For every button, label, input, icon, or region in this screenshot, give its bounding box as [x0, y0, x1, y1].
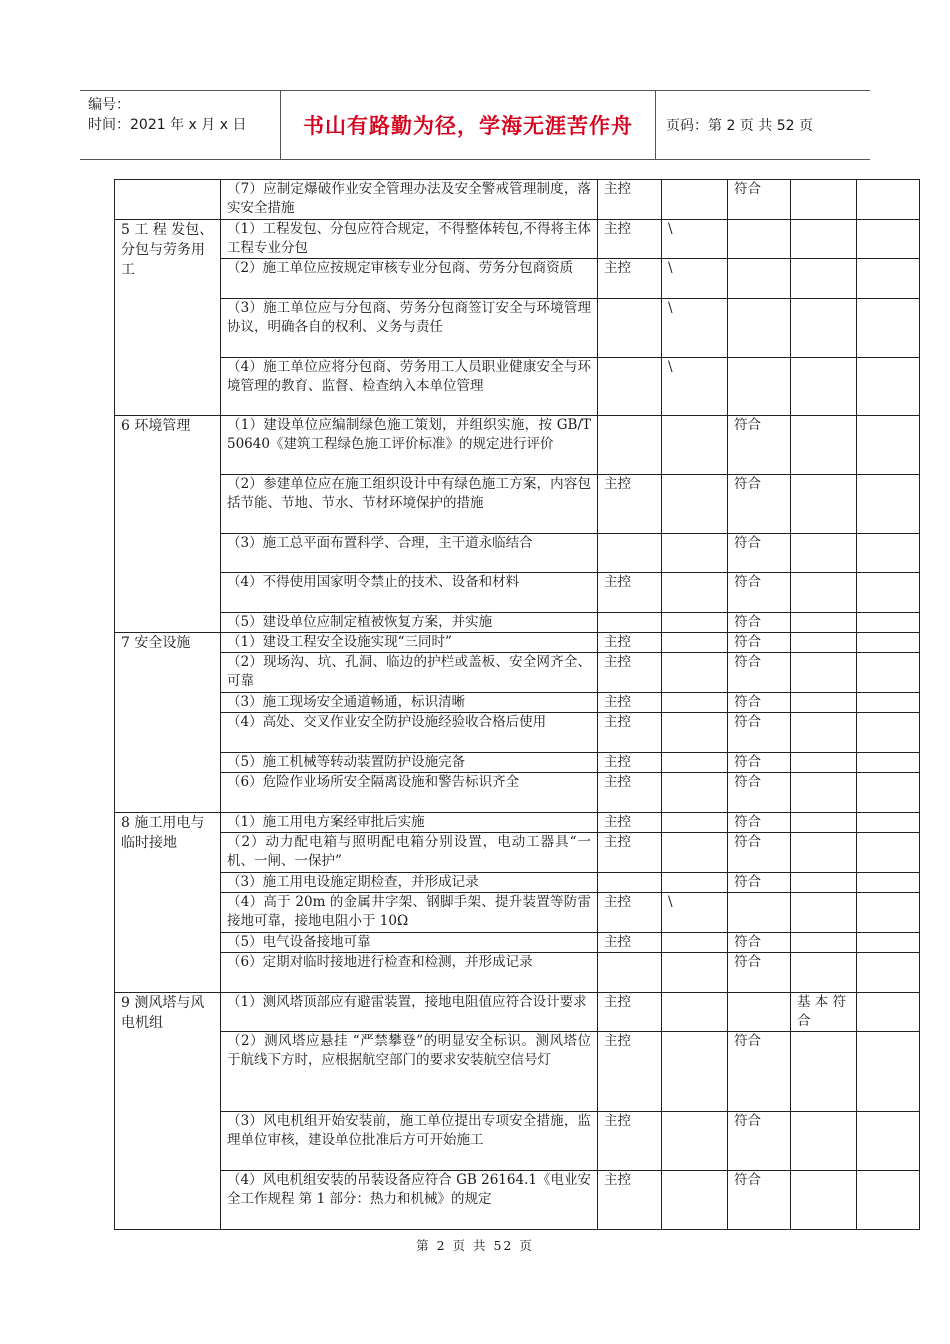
empty-cell	[857, 993, 920, 1032]
empty-cell	[857, 893, 920, 933]
empty-cell	[857, 220, 920, 259]
table-row	[115, 573, 920, 613]
requirement-cell: （1）测风塔顶部应有避雷装置，接地电阻值应符合设计要求	[221, 993, 598, 1032]
requirement-cell: （4）施工单位应将分包商、劳务用工人员职业健康安全与环境管理的教育、监督、检查纳入本单位管理	[221, 358, 598, 416]
requirement-cell: （3）施工现场安全通道畅通，标识清晰	[221, 693, 598, 713]
not-applicable-cell	[662, 180, 728, 220]
control-level-cell: 主控	[598, 180, 662, 220]
not-applicable-cell: \	[662, 220, 728, 259]
requirement-cell: （2）施工单位应按规定审核专业分包商、劳务分包商资质	[221, 259, 598, 299]
result-cell: 符合	[728, 653, 791, 693]
category-cell: 6 环境管理	[115, 416, 221, 633]
not-applicable-cell: \	[662, 299, 728, 358]
note-cell	[791, 534, 857, 573]
table-row	[115, 753, 920, 773]
control-level-cell: 主控	[598, 753, 662, 773]
table-row	[115, 1112, 920, 1171]
empty-cell	[857, 953, 920, 993]
table-row	[115, 893, 920, 933]
result-cell	[728, 893, 791, 933]
not-applicable-cell	[662, 833, 728, 873]
category-cell: 5 工 程 发包、分包与劳务用工	[115, 220, 221, 416]
motto-text: 书山有路勤为径，学海无涯苦作舟	[303, 114, 633, 138]
result-cell: 符合	[728, 613, 791, 633]
requirement-cell: （5）施工机械等转动装置防护设施完备	[221, 753, 598, 773]
not-applicable-cell	[662, 653, 728, 693]
table-row	[115, 180, 920, 220]
result-cell: 符合	[728, 873, 791, 893]
empty-cell	[857, 933, 920, 953]
control-level-cell: 主控	[598, 813, 662, 833]
not-applicable-cell	[662, 1112, 728, 1171]
requirement-cell: （1）施工用电方案经审批后实施	[221, 813, 598, 833]
result-cell	[728, 259, 791, 299]
requirement-cell: （4）不得使用国家明令禁止的技术、设备和材料	[221, 573, 598, 613]
not-applicable-cell	[662, 953, 728, 993]
result-cell: 符合	[728, 1112, 791, 1171]
table-row	[115, 358, 920, 416]
table-row	[115, 953, 920, 993]
control-level-cell	[598, 534, 662, 573]
requirement-cell: （3）施工单位应与分包商、劳务分包商签订安全与环境管理协议，明确各自的权利、义务与责任	[221, 299, 598, 358]
result-cell: 符合	[728, 953, 791, 993]
requirement-cell: （1）工程发包、分包应符合规定，不得整体转包,不得将主体工程专业分包	[221, 220, 598, 259]
inspection-table	[114, 179, 920, 1230]
not-applicable-cell	[662, 773, 728, 813]
note-cell	[791, 633, 857, 653]
empty-cell	[857, 573, 920, 613]
control-level-cell: 主控	[598, 773, 662, 813]
control-level-cell: 主控	[598, 220, 662, 259]
not-applicable-cell	[662, 713, 728, 753]
table-row	[115, 633, 920, 653]
requirement-cell: （5）电气设备接地可靠	[221, 933, 598, 953]
result-cell: 符合	[728, 416, 791, 475]
control-level-cell: 主控	[598, 693, 662, 713]
note-cell	[791, 220, 857, 259]
note-cell	[791, 713, 857, 753]
note-cell	[791, 953, 857, 993]
control-level-cell	[598, 613, 662, 633]
requirement-cell: （3）风电机组开始安装前，施工单位提出专项安全措施，监理单位审核，建设单位批准后方可开始施工	[221, 1112, 598, 1171]
note-cell	[791, 933, 857, 953]
result-cell: 符合	[728, 713, 791, 753]
result-cell: 符合	[728, 633, 791, 653]
category-cell	[115, 180, 221, 220]
requirement-cell: （6）危险作业场所安全隔离设施和警告标识齐全	[221, 773, 598, 813]
not-applicable-cell	[662, 993, 728, 1032]
not-applicable-cell	[662, 534, 728, 573]
note-cell	[791, 693, 857, 713]
empty-cell	[857, 713, 920, 753]
note-cell	[791, 299, 857, 358]
not-applicable-cell: \	[662, 893, 728, 933]
result-cell	[728, 358, 791, 416]
requirement-cell: （1）建设工程安全设施实现“三同时”	[221, 633, 598, 653]
not-applicable-cell: \	[662, 358, 728, 416]
requirement-cell: （4）高于 20m 的金属井字架、钢脚手架、提升装置等防雷接地可靠，接地电阻小于 10Ω	[221, 893, 598, 933]
note-cell: 基 本 符合	[791, 993, 857, 1032]
control-level-cell	[598, 873, 662, 893]
result-cell: 符合	[728, 534, 791, 573]
result-cell: 符合	[728, 180, 791, 220]
requirement-cell: （2）参建单位应在施工组织设计中有绿色施工方案，内容包括节能、节地、节水、节材环境保护的措施	[221, 475, 598, 534]
not-applicable-cell	[662, 475, 728, 534]
empty-cell	[857, 180, 920, 220]
table-row	[115, 813, 920, 833]
table-row	[115, 1032, 920, 1112]
category-cell: 7 安全设施	[115, 633, 221, 813]
table-row	[115, 933, 920, 953]
requirement-cell: （5）建设单位应制定植被恢复方案，并实施	[221, 613, 598, 633]
note-cell	[791, 893, 857, 933]
empty-cell	[857, 873, 920, 893]
result-cell: 符合	[728, 773, 791, 813]
empty-cell	[857, 299, 920, 358]
note-cell	[791, 416, 857, 475]
note-cell	[791, 833, 857, 873]
table-row	[115, 653, 920, 693]
result-cell	[728, 993, 791, 1032]
control-level-cell: 主控	[598, 1032, 662, 1112]
empty-cell	[857, 633, 920, 653]
control-level-cell: 主控	[598, 713, 662, 753]
control-level-cell: 主控	[598, 573, 662, 613]
empty-cell	[857, 534, 920, 573]
table-row	[115, 713, 920, 753]
table-row	[115, 833, 920, 873]
control-level-cell: 主控	[598, 893, 662, 933]
note-cell	[791, 813, 857, 833]
page-header	[80, 90, 870, 160]
requirement-cell: （4）风电机组安装的吊装设备应符合 GB 26164.1《电业安全工作规程 第 1 部分：热力和机械》的规定	[221, 1171, 598, 1230]
not-applicable-cell	[662, 1171, 728, 1230]
empty-cell	[857, 1032, 920, 1112]
table-body	[115, 180, 920, 1230]
header-motto-cell	[281, 91, 656, 159]
not-applicable-cell	[662, 573, 728, 613]
control-level-cell: 主控	[598, 1112, 662, 1171]
result-cell: 符合	[728, 573, 791, 613]
not-applicable-cell	[662, 933, 728, 953]
control-level-cell: 主控	[598, 259, 662, 299]
header-meta	[80, 91, 281, 159]
not-applicable-cell	[662, 753, 728, 773]
empty-cell	[857, 753, 920, 773]
empty-cell	[857, 475, 920, 534]
note-cell	[791, 613, 857, 633]
empty-cell	[857, 653, 920, 693]
category-cell: 9 测风塔与风电机组	[115, 993, 221, 1230]
number-label: 编号：	[88, 97, 130, 113]
control-level-cell: 主控	[598, 993, 662, 1032]
time-label: 时间：2021 年 x 月 x 日	[88, 117, 247, 133]
note-cell	[791, 358, 857, 416]
result-cell: 符合	[728, 1032, 791, 1112]
empty-cell	[857, 259, 920, 299]
table-row	[115, 613, 920, 633]
note-cell	[791, 475, 857, 534]
table-row	[115, 1171, 920, 1230]
requirement-cell: （4）高处、交叉作业安全防护设施经验收合格后使用	[221, 713, 598, 753]
category-cell: 8 施工用电与临时接地	[115, 813, 221, 993]
not-applicable-cell	[662, 416, 728, 475]
not-applicable-cell: \	[662, 259, 728, 299]
table-row	[115, 873, 920, 893]
table-row	[115, 416, 920, 475]
table-row	[115, 693, 920, 713]
empty-cell	[857, 358, 920, 416]
result-cell: 符合	[728, 753, 791, 773]
requirement-cell: （1）建设单位应编制绿色施工策划，并组织实施，按 GB/T 50640《建筑工程绿色施工评价标准》的规定进行评价	[221, 416, 598, 475]
table-row	[115, 299, 920, 358]
header-page-info: 页码：第 2 页 共 52 页	[666, 118, 813, 134]
result-cell: 符合	[728, 1171, 791, 1230]
control-level-cell: 主控	[598, 475, 662, 534]
empty-cell	[857, 693, 920, 713]
note-cell	[791, 873, 857, 893]
result-cell	[728, 299, 791, 358]
control-level-cell	[598, 299, 662, 358]
not-applicable-cell	[662, 633, 728, 653]
result-cell: 符合	[728, 833, 791, 873]
not-applicable-cell	[662, 813, 728, 833]
not-applicable-cell	[662, 613, 728, 633]
control-level-cell: 主控	[598, 633, 662, 653]
control-level-cell	[598, 953, 662, 993]
not-applicable-cell	[662, 1032, 728, 1112]
control-level-cell: 主控	[598, 833, 662, 873]
empty-cell	[857, 773, 920, 813]
note-cell	[791, 773, 857, 813]
empty-cell	[857, 1112, 920, 1171]
control-level-cell: 主控	[598, 1171, 662, 1230]
control-level-cell: 主控	[598, 653, 662, 693]
requirement-cell: （2）测风塔应悬挂 “严禁攀登”的明显安全标识。测风塔位于航线下方时，应根据航空部门的要求安装航空信号灯	[221, 1032, 598, 1112]
empty-cell	[857, 613, 920, 633]
requirement-cell: （3）施工总平面布置科学、合理，主干道永临结合	[221, 534, 598, 573]
not-applicable-cell	[662, 693, 728, 713]
result-cell	[728, 220, 791, 259]
empty-cell	[857, 1171, 920, 1230]
table-row	[115, 993, 920, 1032]
requirement-cell: （6）定期对临时接地进行检查和检测，并形成记录	[221, 953, 598, 993]
page-footer: 第 2 页 共 52 页	[416, 1238, 534, 1253]
control-level-cell	[598, 416, 662, 475]
note-cell	[791, 753, 857, 773]
requirement-cell: （7）应制定爆破作业安全管理办法及安全警戒管理制度，落实安全措施	[221, 180, 598, 220]
requirement-cell: （2）现场沟、坑、孔洞、临边的护栏或盖板、安全网齐全、可靠	[221, 653, 598, 693]
note-cell	[791, 573, 857, 613]
result-cell: 符合	[728, 693, 791, 713]
control-level-cell: 主控	[598, 933, 662, 953]
empty-cell	[857, 813, 920, 833]
result-cell: 符合	[728, 933, 791, 953]
note-cell	[791, 259, 857, 299]
table-row	[115, 220, 920, 259]
note-cell	[791, 1032, 857, 1112]
table-row	[115, 475, 920, 534]
result-cell: 符合	[728, 813, 791, 833]
not-applicable-cell	[662, 873, 728, 893]
table-row	[115, 773, 920, 813]
empty-cell	[857, 833, 920, 873]
control-level-cell	[598, 358, 662, 416]
result-cell: 符合	[728, 475, 791, 534]
table-row	[115, 534, 920, 573]
table-row	[115, 259, 920, 299]
note-cell	[791, 1112, 857, 1171]
requirement-cell: （3）施工用电设施定期检查，并形成记录	[221, 873, 598, 893]
empty-cell	[857, 416, 920, 475]
note-cell	[791, 180, 857, 220]
note-cell	[791, 653, 857, 693]
requirement-cell: （2）动力配电箱与照明配电箱分别设置，电动工器具“一机、一闸、一保护”	[221, 833, 598, 873]
note-cell	[791, 1171, 857, 1230]
